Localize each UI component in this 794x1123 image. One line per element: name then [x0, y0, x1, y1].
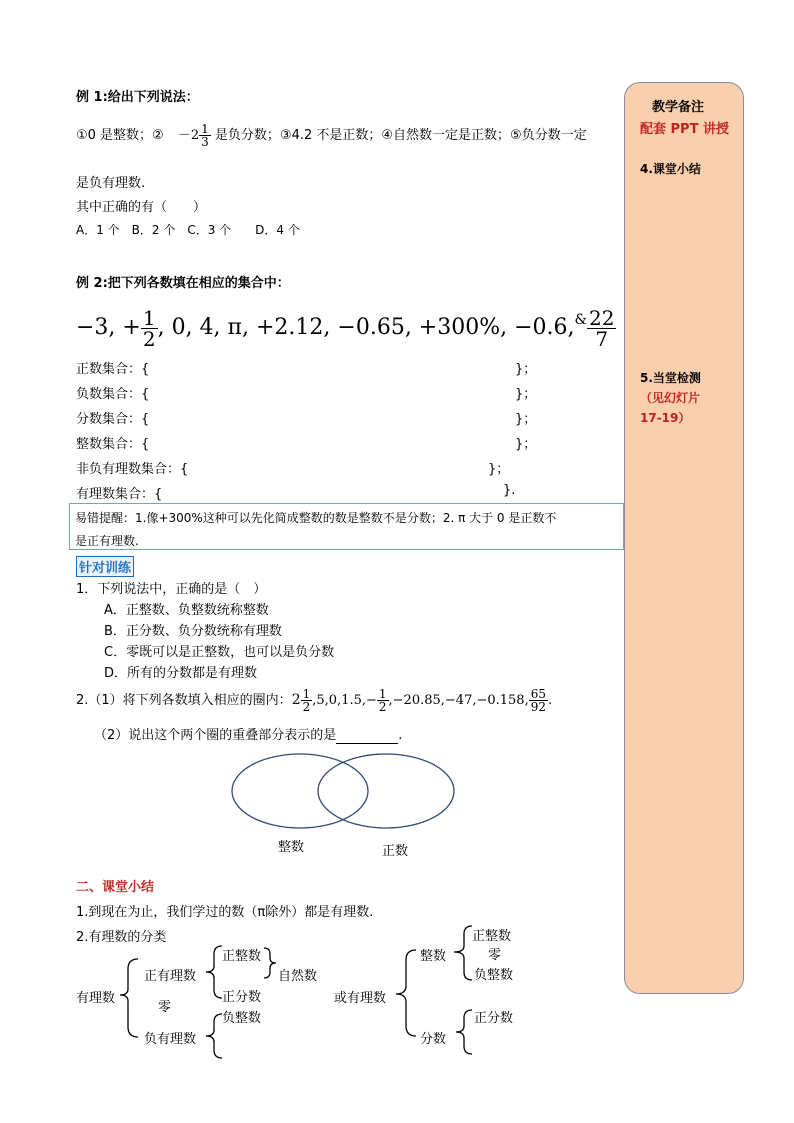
q2-stem	[76, 680, 552, 720]
set-nonnegative-label: 非负有理数集合：{	[76, 462, 189, 477]
venn-diagram	[230, 752, 460, 834]
sidebar-title: 教学备注	[652, 100, 705, 115]
statement-text-2: 是负分数；③4.2 不是正数；④自然数一定是正数；⑤负分数一定	[214, 128, 587, 143]
q1-option-b: B．正分数、负分数统称有理数	[104, 624, 282, 639]
frac-numerator: 1	[142, 305, 156, 330]
number-list-part: −3, +	[76, 315, 141, 340]
sidebar-item-quiz-slides: 17-19）	[640, 411, 691, 425]
mixed-whole: －2	[177, 128, 200, 143]
frac-numerator: 65	[530, 687, 546, 701]
venn-circle-integers	[232, 754, 368, 828]
set-fraction-label: 分数集合：{	[76, 412, 150, 427]
frac-denominator: 2	[302, 700, 311, 714]
venn-label-positives: 正数	[382, 844, 409, 859]
q2-part-2	[94, 724, 402, 744]
tree2-fraction-brace	[452, 1006, 476, 1058]
set-integer-label: 整数集合：{	[76, 437, 150, 452]
set-positive-end: }；	[515, 362, 537, 377]
tree2-root-brace	[392, 942, 422, 1042]
q2-period: .	[548, 693, 553, 708]
q2-numbers-part: ,5,0,1.5,−	[312, 693, 377, 708]
set-rational-end: }.	[503, 483, 516, 498]
tree2-fraction: 分数	[420, 1032, 447, 1047]
mixed-number	[177, 122, 211, 149]
frac-denominator: 2	[142, 326, 156, 351]
set-fraction-end: }；	[515, 412, 537, 427]
answer-blank	[336, 728, 398, 744]
set-rational-label: 有理数集合：{	[76, 487, 163, 502]
summary-line-2: 2.有理数的分类	[76, 930, 167, 945]
tree1-root: 有理数	[76, 991, 116, 1006]
tree1-positive-integer: 正整数	[222, 949, 262, 964]
q2-numbers-part-2: ,−20.85,−47,−0.158,	[388, 693, 529, 708]
example-1-question: 其中正确的有（ ）	[76, 200, 207, 215]
example-2-title: 例 2:把下列各数填在相应的集合中：	[76, 276, 290, 291]
tree1-natural: 自然数	[278, 969, 318, 984]
tree2-negative-integer: 负整数	[474, 968, 514, 983]
frac-numerator: 1	[201, 122, 209, 136]
q1-stem: 1．下列说法中，正确的是（ ）	[76, 582, 267, 597]
repeat-dot: &	[574, 312, 587, 328]
number-list-part-2: , 0, 4, π, +2.12, −0.65, +300%, −0.6,	[157, 315, 575, 340]
sidebar-item-quiz: 5.当堂检测	[640, 371, 701, 385]
tip-line-1: 易错提醒：1.像+300%这种可以先化简成整数的数是整数不是分数；2. π 大于 0 是正数不	[75, 511, 557, 525]
venn-circle-positives	[318, 754, 454, 828]
q2-part-2-text: （2）说出这个两个圈的重叠部分表示的是	[94, 728, 337, 743]
example-1-statements	[76, 116, 587, 156]
frac-denominator: 92	[530, 700, 546, 714]
q2-text: 2.（1）将下列各数填入相应的圈内：	[76, 693, 292, 708]
venn-label-integers: 整数	[278, 840, 305, 855]
teaching-notes-sidebar	[624, 82, 744, 994]
tree2-positive-integer: 正整数	[472, 929, 512, 944]
statement-text: ①0 是整数；②	[76, 128, 164, 143]
frac-denominator: 7	[595, 326, 609, 351]
example-1-title: 例 1:给出下列说法：	[76, 90, 199, 105]
frac-numerator: 1	[302, 687, 311, 701]
example-1-line2: 是负有理数.	[76, 176, 146, 191]
set-integer-end: }；	[515, 437, 537, 452]
set-positive-label: 正数集合：{	[76, 362, 150, 377]
q1-option-a: A．正整数、负整数统称整数	[104, 603, 269, 618]
tree1-negative: 负有理数	[144, 1032, 197, 1047]
frac-denominator: 3	[201, 135, 209, 149]
tree2-zero: 零	[488, 948, 502, 963]
tip-line-2: 是正有理数.	[75, 534, 139, 548]
tree1-negative-integer: 负整数	[222, 1011, 262, 1026]
frac-numerator: 22	[589, 305, 615, 330]
q1-option-c: C．零既可以是正整数，也可以是负分数	[104, 645, 335, 660]
q2-numbers	[291, 687, 553, 714]
frac-denominator: 2	[378, 700, 387, 714]
q1-option-d: D．所有的分数都是有理数	[104, 666, 258, 681]
tree2-positive-fraction: 正分数	[474, 1011, 514, 1026]
set-nonnegative-end: }；	[488, 462, 510, 477]
tree2-root: 或有理数	[334, 991, 387, 1006]
tree1-positive: 正有理数	[144, 969, 197, 984]
tree1-positive-fraction: 正分数	[222, 990, 262, 1005]
training-label: 针对训练	[76, 556, 134, 577]
tree2-integer: 整数	[420, 949, 447, 964]
mixed-whole: 2	[291, 692, 301, 708]
frac-numerator: 1	[378, 687, 387, 701]
summary-line-1: 1.到现在为止，我们学过的数（π除外）都是有理数.	[76, 905, 374, 920]
example-1-options: A．1 个 B．2 个 C．3 个 D．4 个	[76, 223, 300, 237]
sidebar-subtitle: 配套 PPT 讲授	[640, 122, 729, 137]
sidebar-item-quiz-ref: （见幻灯片	[640, 391, 701, 405]
set-negative-label: 负数集合：{	[76, 387, 150, 402]
set-negative-end: }；	[515, 387, 537, 402]
q2-part-2-period: .	[398, 728, 403, 743]
summary-title: 二、课堂小结	[76, 880, 155, 895]
sidebar-item-summary: 4.课堂小结	[640, 162, 701, 176]
tree1-zero: 零	[158, 1000, 172, 1015]
number-list	[76, 292, 616, 351]
